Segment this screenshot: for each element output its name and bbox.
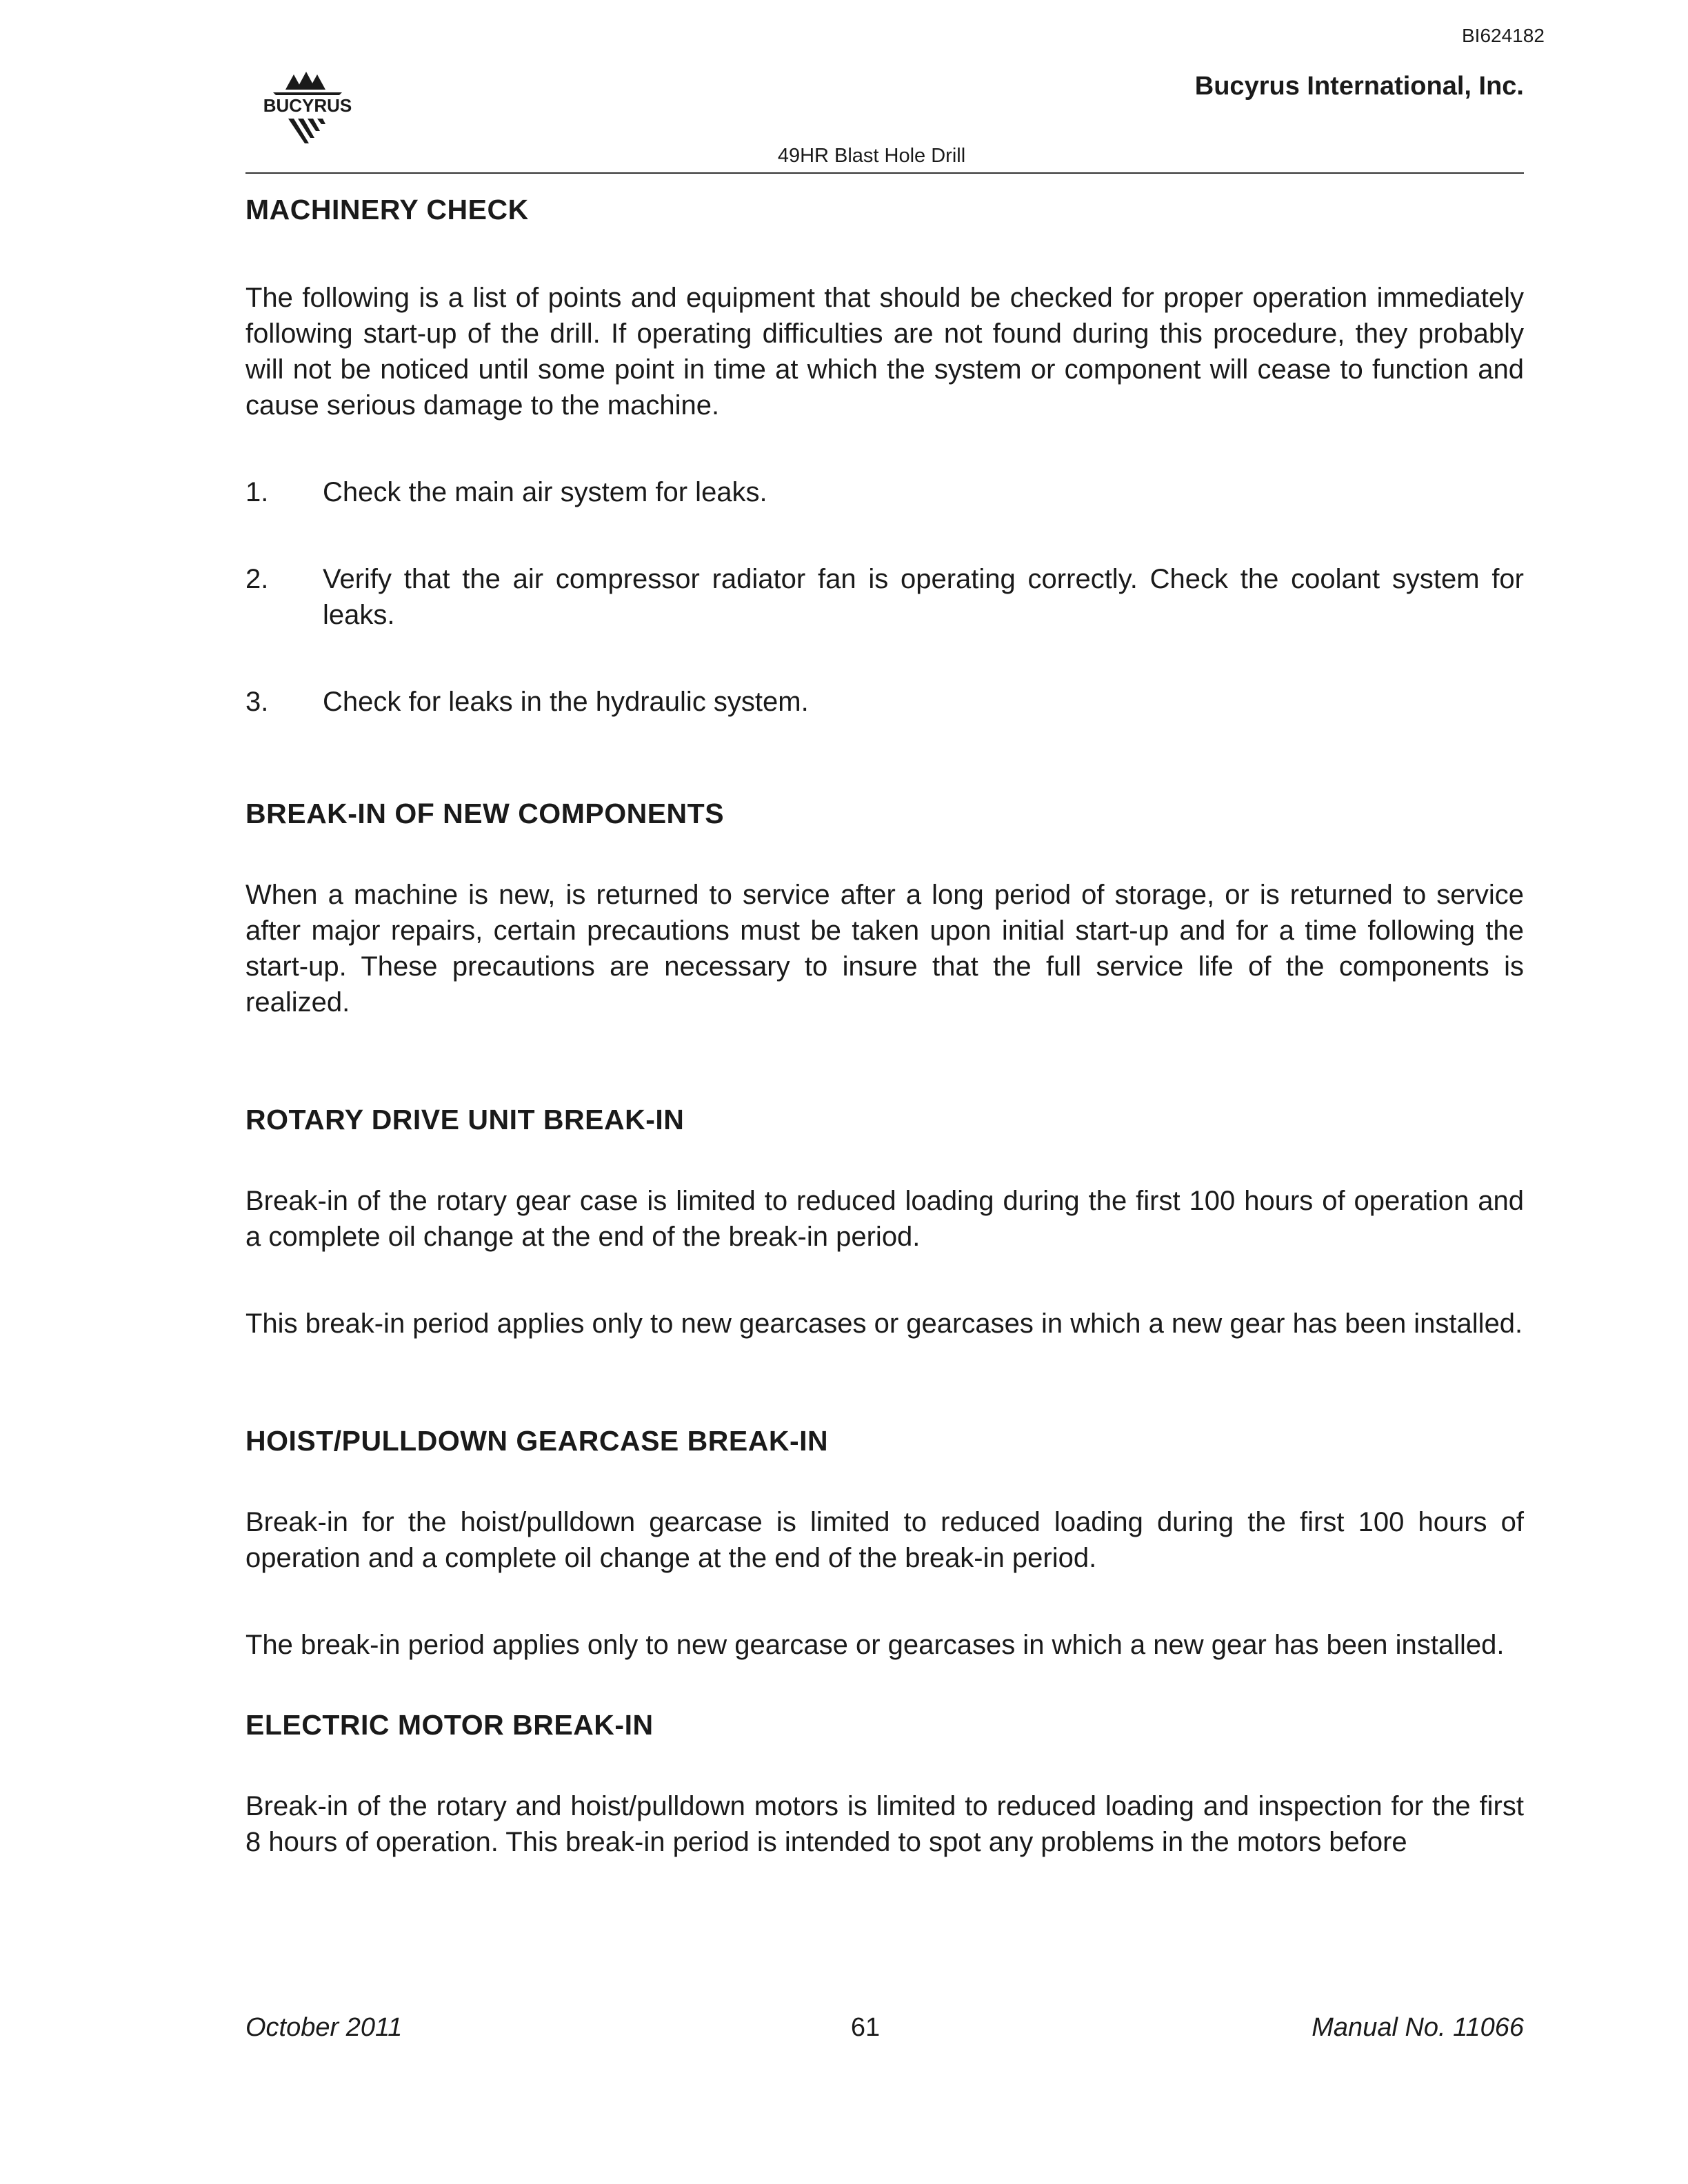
rotary-paragraph-1: Break-in of the rotary gear case is limited to reduced loading during the first 100 hours of operation and a complete oil change at the end of the break-in period. (245, 1186, 1524, 1252)
break-in-text: When a machine is new, is returned to service after a long period of storage, or is returned to service after major repairs, certain precautions must be taken upon initial start-up and for a time following the start-up. These precautions are necessary to insure that the full service life of the components is realized. (245, 880, 1524, 1018)
motor-paragraph-1: Break-in of the rotary and hoist/pulldown motors is limited to reduced loading and inspection for the first 8 hours of operation. This break-in period is intended to spot any problems in the motors before (245, 1791, 1524, 1857)
bucyrus-logo (245, 69, 370, 152)
list-text: Check the main air system for leaks. (323, 477, 767, 507)
list-text: Check for leaks in the hydraulic system. (323, 687, 809, 717)
company-name: Bucyrus International, Inc. (1194, 72, 1524, 101)
list-text: Verify that the air compressor radiator fan is operating correctly. Check the coolant system for leaks. (323, 564, 1524, 630)
footer-date: October 2011 (245, 2013, 403, 2042)
logo-wordmark: BUCYRUS (263, 95, 352, 116)
hoist-paragraph-2: The break-in period applies only to new gearcase or gearcases in which a new gear has been installed. (245, 1630, 1505, 1660)
list-item (245, 684, 1524, 720)
header-rule (245, 172, 1524, 174)
list-item (245, 561, 1524, 633)
logo-graphic (245, 69, 370, 152)
list-number: 3. (245, 687, 269, 717)
machinery-intro: The following is a list of points and equipment that should be checked for proper operation immediately following start-up of the drill. If operating difficulties are not found during this procedure, they probably will not be noticed until some point in time at which the system or component will cease to function and cause serious damage to the machine. (245, 283, 1524, 421)
document-id: BI624182 (1462, 25, 1545, 46)
list-item (245, 474, 1524, 510)
rotary-paragraph-2: This break-in period applies only to new gearcases or gearcases in which a new gear has been installed. (245, 1308, 1523, 1339)
page-number: 61 (850, 2013, 881, 2042)
manual-number: Manual No. 11066 (1312, 2013, 1524, 2042)
heading-break-in: BREAK-IN OF NEW COMPONENTS (245, 798, 725, 829)
list-number: 1. (245, 477, 269, 507)
heading-rotary-drive: ROTARY DRIVE UNIT BREAK-IN (245, 1104, 685, 1135)
heading-electric-motor: ELECTRIC MOTOR BREAK-IN (245, 1709, 654, 1741)
heading-machinery-check: MACHINERY CHECK (245, 194, 529, 225)
document-subtitle: 49HR Blast Hole Drill (777, 145, 966, 167)
page-content (245, 192, 1524, 1860)
hoist-paragraph-1: Break-in for the hoist/pulldown gearcase is limited to reduced loading during the first 100 hours of operation and a complete oil change at the end of the break-in period. (245, 1507, 1524, 1573)
heading-hoist-pulldown: HOIST/PULLDOWN GEARCASE BREAK-IN (245, 1425, 829, 1457)
list-number: 2. (245, 564, 269, 594)
